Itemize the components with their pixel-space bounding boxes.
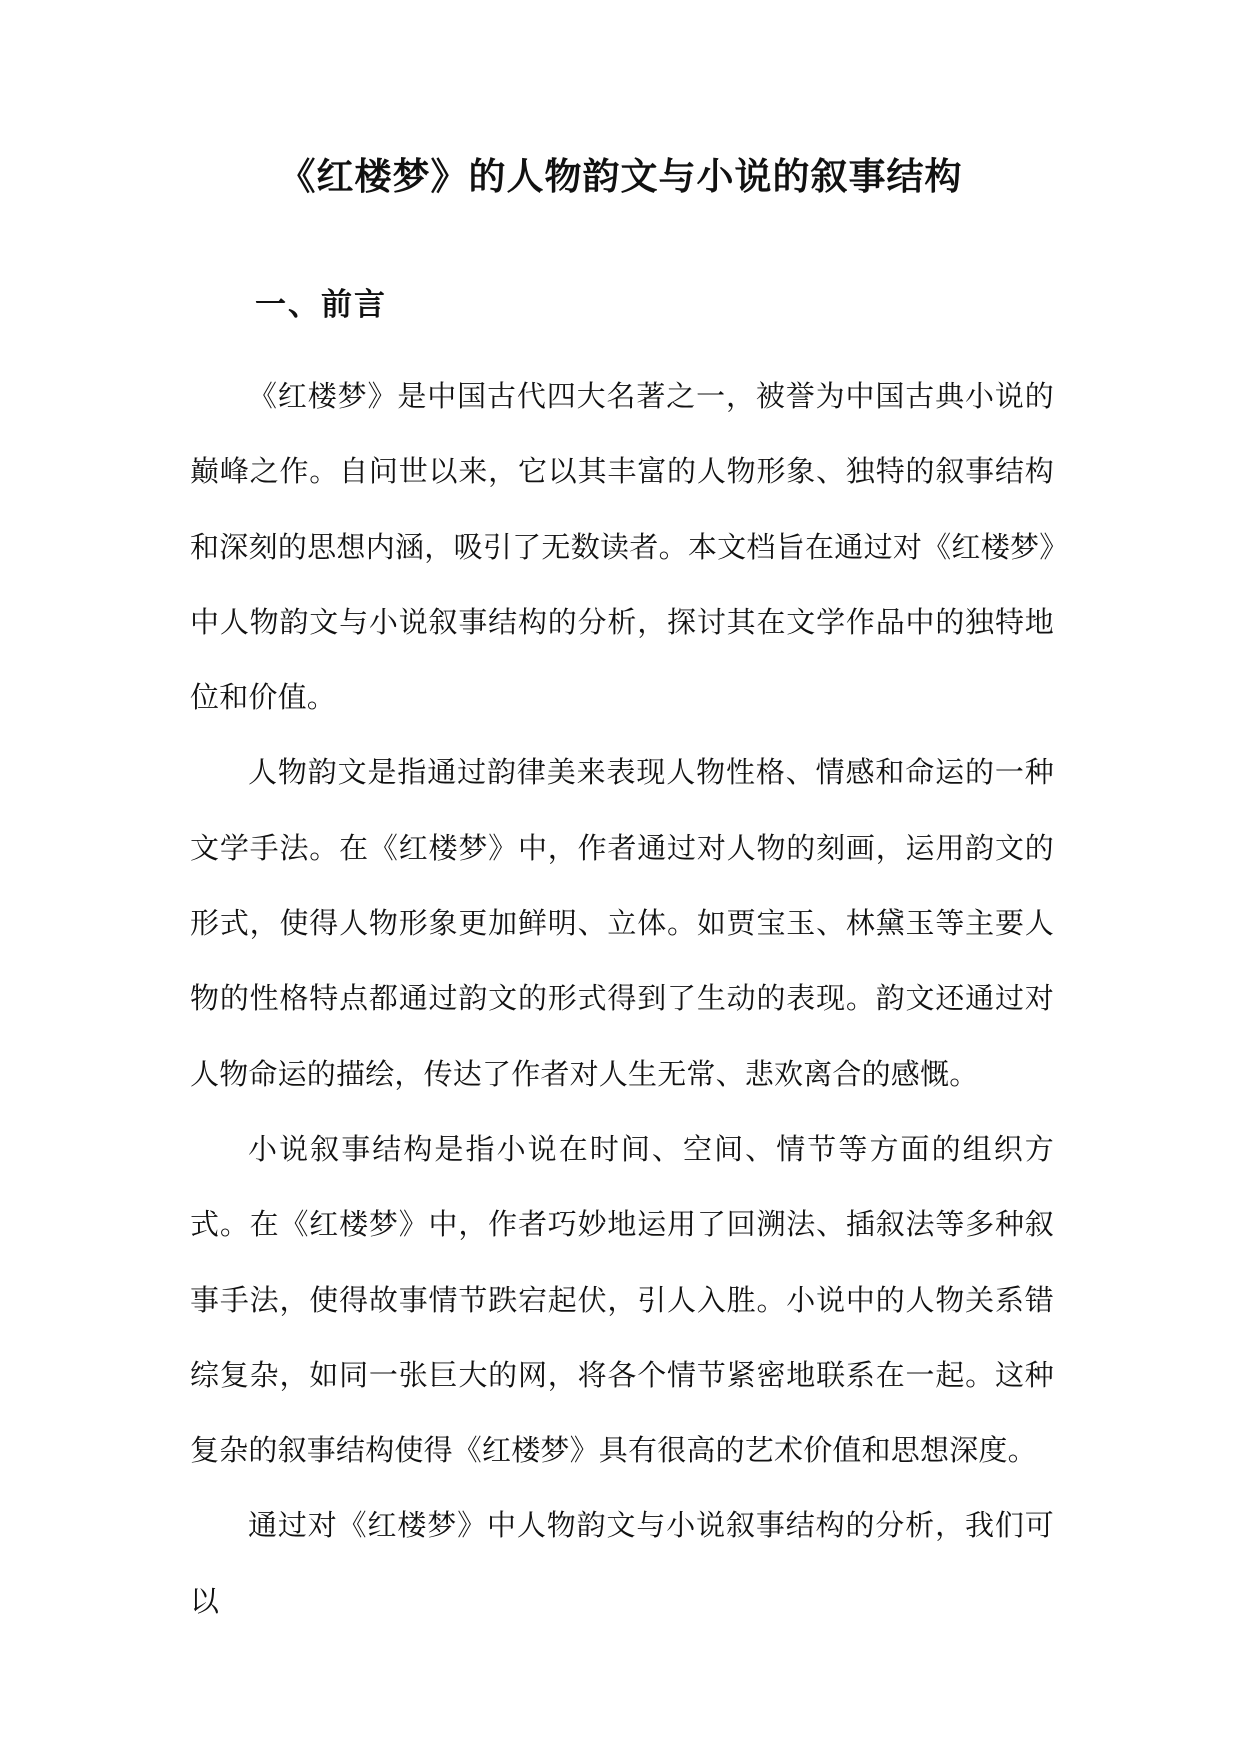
- paragraph-1: 《红楼梦》是中国古代四大名著之一，被誉为中国古典小说的巅峰之作。自问世以来，它以其丰富的人物形象、独特的叙事结构和深刻的思想内涵，吸引了无数读者。本文档旨在通过对《红楼梦》中人物韵文与小说叙事结构的分析，探讨其在文学作品中的独特地位和价值。: [190, 379, 1054, 715]
- section-heading: 一、前言: [255, 287, 387, 323]
- document-body: [190, 359, 1054, 1639]
- paragraph-3: 小说叙事结构是指小说在时间、空间、情节等方面的组织方式。在《红楼梦》中，作者巧妙地运用了回溯法、插叙法等多种叙事手法，使得故事情节跌宕起伏，引人入胜。小说中的人物关系错综复杂，如同一张巨大的网，将各个情节紧密地联系在一起。这种复杂的叙事结构使得《红楼梦》具有很高的艺术价值和思想深度。: [190, 1131, 1054, 1468]
- paragraph-2: 人物韵文是指通过韵律美来表现人物性格、情感和命运的一种文学手法。在《红楼梦》中，作者通过对人物的刻画，运用韵文的形式，使得人物形象更加鲜明、立体。如贾宝玉、林黛玉等主要人物的性格特点都通过韵文的形式得到了生动的表现。韵文还通过对人物命运的描绘，传达了作者对人生无常、悲欢离合的感慨。: [190, 755, 1054, 1091]
- document-title: 《红楼梦》的人物韵文与小说的叙事结构: [278, 154, 963, 198]
- paragraph-4: 通过对《红楼梦》中人物韵文与小说叙事结构的分析，我们可以: [190, 1508, 1054, 1618]
